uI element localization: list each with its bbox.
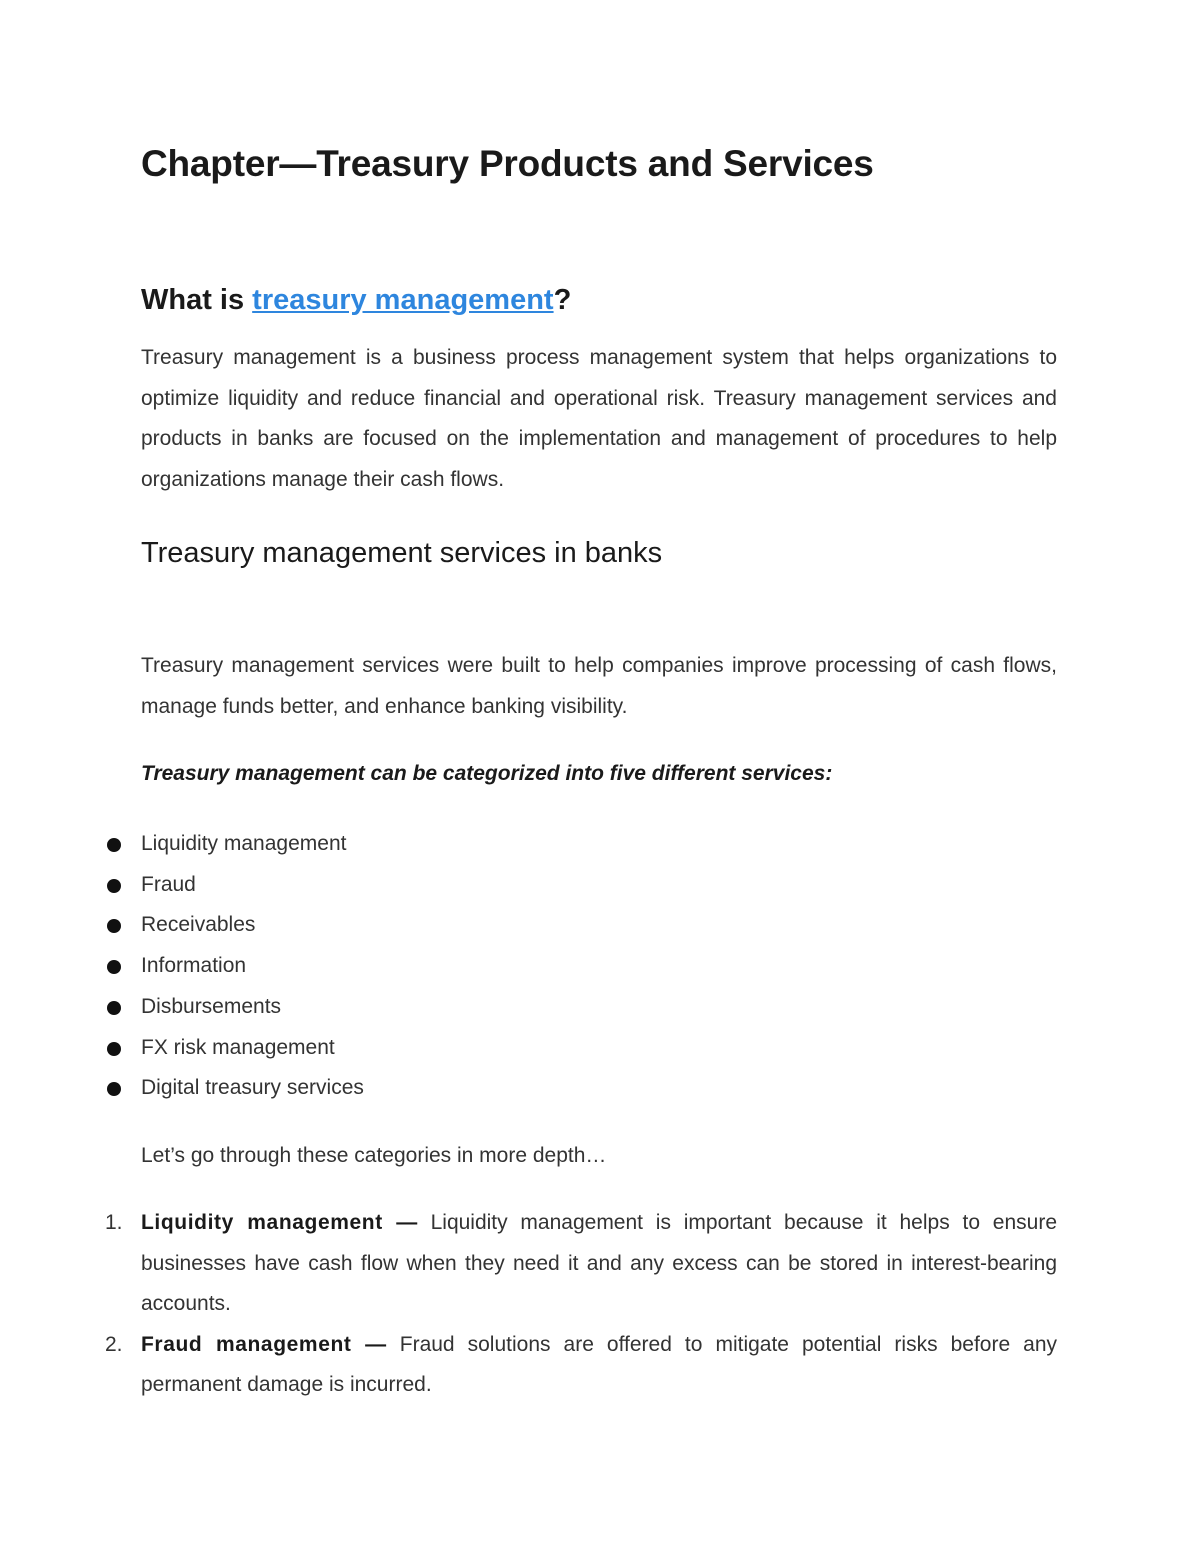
bullet-icon (107, 879, 121, 893)
list-item-label: Receivables (141, 913, 256, 937)
transition-paragraph: Let’s go through these categories in more depth… (141, 1144, 607, 1167)
list-item-label: Fraud (141, 872, 196, 896)
list-item (141, 1068, 1057, 1109)
list-item-label: Digital treasury services (141, 1076, 364, 1100)
treasury-management-link[interactable]: treasury management (252, 284, 554, 316)
detail-numbered-list (105, 1203, 1058, 1406)
page-title: Chapter—Treasury Products and Services (141, 143, 874, 184)
detail-text: Fraud solutions are offered to mitigate potential risks before any permanent damage is incurred. (141, 1332, 1058, 1396)
detail-term: Fraud management — (141, 1332, 387, 1356)
list-item (105, 1203, 1057, 1325)
list-item (141, 987, 1057, 1028)
bullet-icon (107, 1082, 121, 1096)
bullet-icon (107, 1042, 121, 1056)
bullet-icon (107, 960, 121, 974)
bullet-icon (107, 1001, 121, 1015)
intro-paragraph: Treasury management is a business process management system that helps organizations to optimize liquidity and reduce financial and operational risk. Treasury management services and products in banks are focused on the implementation and management of procedures to help organizations manage their cash flows. (141, 346, 1057, 491)
document-content (105, 140, 1058, 1396)
list-number: 1. (105, 1211, 123, 1234)
lead-in-text: Treasury management can be categorized into five different services: (141, 762, 833, 785)
list-item (141, 1028, 1057, 1069)
bullet-icon (107, 919, 121, 933)
question-heading (141, 280, 571, 320)
list-item (141, 865, 1057, 906)
list-item-label: Information (141, 954, 247, 978)
list-item (141, 946, 1057, 987)
list-item (141, 905, 1057, 946)
service-bullet-list (141, 824, 1057, 1109)
list-item-label: Disbursements (141, 994, 282, 1018)
question-suffix: ? (553, 284, 572, 316)
detail-term: Liquidity management — (141, 1211, 418, 1234)
question-prefix: What is (141, 284, 253, 316)
list-item (105, 1325, 1058, 1406)
list-item-label: Liquidity management (141, 832, 347, 855)
services-paragraph: Treasury management services were built to help companies improve processing of cash flows, manage funds better, and enhance banking visibility. (141, 654, 1057, 718)
bullet-icon (107, 838, 121, 852)
detail-text: Liquidity management is important because it helps to ensure businesses have cash flow when they need it and any excess can be stored in interest-bearing accounts. (141, 1211, 1057, 1315)
list-number: 2. (105, 1332, 123, 1356)
list-item (141, 824, 1057, 865)
list-item-label: FX risk management (141, 1035, 335, 1059)
section-heading: Treasury management services in banks (141, 537, 663, 569)
